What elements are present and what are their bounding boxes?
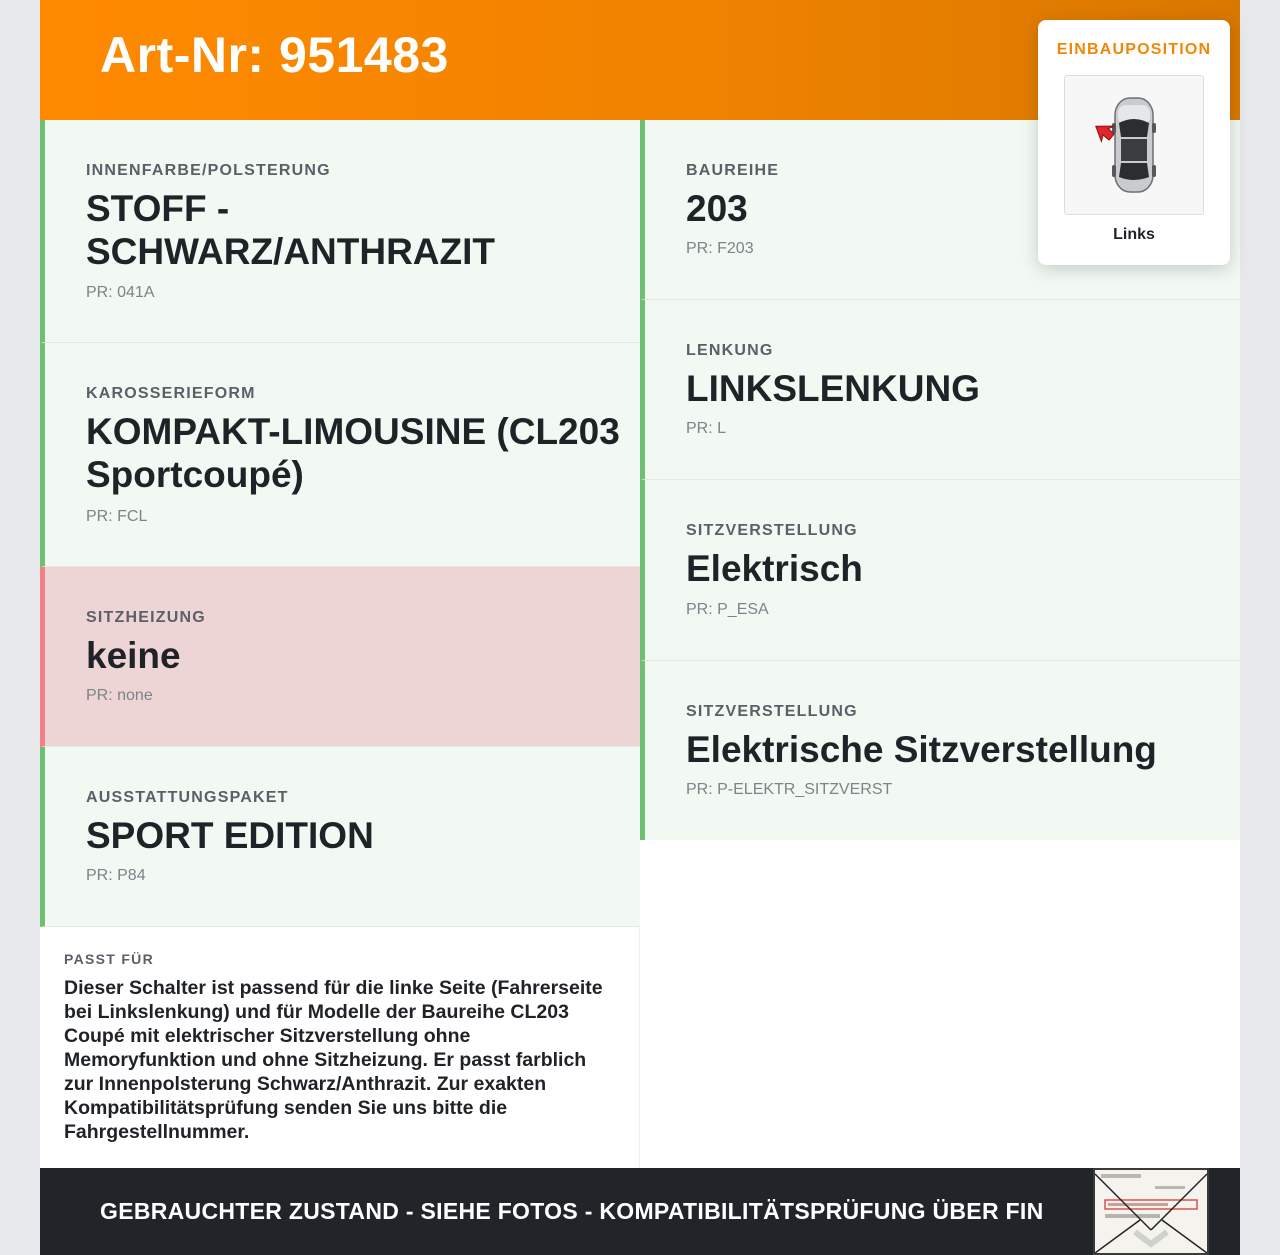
card-sitzverstellung <box>640 480 1240 661</box>
card-value: KOMPAKT-LIMOUSINE (CL203 Sportcoupé) <box>86 411 620 495</box>
einbauposition-card <box>1038 20 1230 265</box>
card-value: Elektrisch <box>686 548 863 589</box>
card-label: AUSSTATTUNGSPAKET <box>86 789 289 806</box>
fits-text: Dieser Schalter ist passend für die linke Seite (Fahrerseite bei Linkslenkung) und für Modelle der Baureihe CL203 Coupé mit elektrischer Sitzverstellung ohne Memoryfunktion und ohne Sitzheizung. Er passt farblich zur Innenpolsterung Schwarz/Anthrazit. Zur exakten Kompatibilitätsprüfung senden Sie uns bitte die Fahrgestellnummer. <box>64 977 603 1143</box>
card-karosserieform <box>40 343 640 567</box>
card-ausstattungspaket <box>40 747 640 927</box>
card-label: BAUREIHE <box>686 162 780 179</box>
card-value: Elektrische Sitzverstellung <box>686 729 1157 770</box>
article-number-title: Art-Nr: 951483 <box>100 27 449 83</box>
footer-bar <box>40 1168 1240 1255</box>
card-label: SITZHEIZUNG <box>86 609 206 626</box>
card-label: LENKUNG <box>686 342 774 359</box>
card-label: SITZVERSTELLUNG <box>686 522 858 539</box>
card-pr-code: PR: P_ESA <box>686 601 769 618</box>
card-label: KAROSSERIEFORM <box>86 385 256 402</box>
car-position-icon[interactable] <box>1064 75 1204 215</box>
card-value: SPORT EDITION <box>86 815 374 856</box>
card-innenfarbe <box>40 120 640 343</box>
card-value: LINKSLENKUNG <box>686 368 980 409</box>
left-column <box>40 120 640 927</box>
card-pr-code: PR: P-ELEKTR_SITZVERST <box>686 781 893 798</box>
card-pr-code: PR: F203 <box>686 240 754 257</box>
card-value: keine <box>86 635 181 676</box>
card-value: STOFF - SCHWARZ/ANTHRAZIT <box>86 188 496 272</box>
einbauposition-title: EINBAUPOSITION <box>1056 41 1212 58</box>
card-label: INNENFARBE/POLSTERUNG <box>86 162 331 179</box>
einbauposition-caption: Links <box>1113 226 1155 243</box>
card-sitzverstellung-2 <box>640 661 1240 840</box>
fits-label: PASST FÜR <box>64 951 154 967</box>
card-sitzheizung <box>40 567 640 747</box>
card-pr-code: PR: 041A <box>86 284 155 301</box>
card-label: SITZVERSTELLUNG <box>686 703 858 720</box>
card-value: 203 <box>686 188 748 229</box>
fits-section <box>40 927 640 1168</box>
card-lenkung <box>640 300 1240 480</box>
card-pr-code: PR: L <box>686 420 727 437</box>
vin-document-thumbnail-icon[interactable] <box>1093 1168 1209 1255</box>
footer-text: GEBRAUCHTER ZUSTAND - SIEHE FOTOS - KOMPATIBILITÄTSPRÜFUNG ÜBER FIN <box>100 1198 1044 1224</box>
card-pr-code: PR: P84 <box>86 867 146 884</box>
card-pr-code: PR: FCL <box>86 508 148 525</box>
datasheet <box>40 0 1240 1255</box>
card-pr-code: PR: none <box>86 687 153 704</box>
